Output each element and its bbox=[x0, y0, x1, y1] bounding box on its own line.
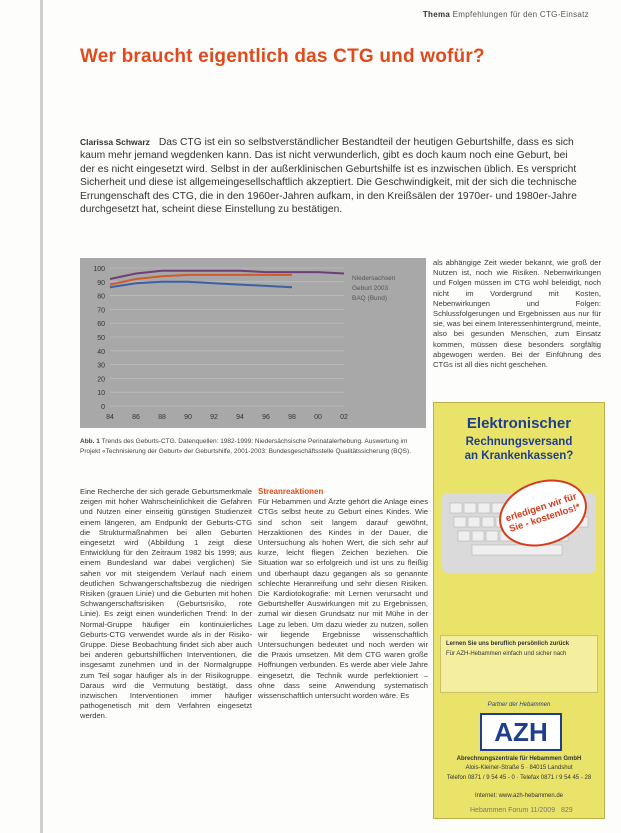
ad-web-link[interactable]: Internet: www.azh-hebammen.de bbox=[474, 793, 564, 799]
y-tick-label: 10 bbox=[97, 390, 105, 398]
footer-journal: Hebammen Forum bbox=[470, 807, 529, 814]
x-tick-label: 96 bbox=[262, 414, 270, 421]
legend-entry: BAQ (Bund) bbox=[352, 295, 388, 302]
article-title: Wer braucht eigentlich das CTG und wofür? bbox=[80, 46, 485, 67]
middle-column bbox=[258, 487, 428, 817]
header-text: Empfehlungen für den CTG-Einsatz bbox=[452, 10, 589, 19]
stamp-text: erledigen wir für Sie - kostenlos!* bbox=[504, 491, 582, 535]
x-tick-label: 90 bbox=[184, 414, 192, 421]
azh-logo: AZH bbox=[480, 713, 562, 751]
header-label: Thema bbox=[422, 10, 451, 19]
y-tick-label: 40 bbox=[97, 348, 105, 356]
ad-subline-2: an Krankenkassen? bbox=[464, 450, 574, 462]
y-tick-label: 0 bbox=[101, 404, 105, 411]
left-column bbox=[80, 487, 252, 817]
legend-entry: Niedersachsen bbox=[352, 275, 396, 282]
ad-phone: Telefon 0871 / 9 54 45 - 0 · Telefax 0871 / 9 54 45 - 28 bbox=[446, 775, 592, 781]
y-tick-label: 30 bbox=[97, 362, 105, 370]
footer-page-number: 829 bbox=[560, 807, 573, 814]
y-tick-label: 90 bbox=[97, 279, 105, 287]
y-tick-label: 80 bbox=[97, 293, 105, 301]
x-tick-label: 98 bbox=[288, 414, 296, 421]
intro-text: Das CTG ist ein so selbstverständlicher Bestandteil der heutigen Geburtshilfe, dass es sich kaum mehr jemand wegdenken kann. Das ist nicht verwunderlich, gibt es doch kaum noch eine Geburt, bei der es nicht eingesetzt wird. Selbst in der außerklinischen Geburtshilfe ist es inzwischen üblich. Es verspricht Sicherheit und diese ist allgemeingesellschaftlich akzeptiert. Die Geschwindigkeit, mit der sich die technische Errungenschaft des CTG, die in den 1960er-Jahren aufkam, in den Kreißsälen der 1970er- und 1980er-Jahre durchgesetzt hat, scheint diese Einstellung zu bestätigen. bbox=[80, 137, 577, 216]
caption-text: Trends des Geburts-CTG. Datenquellen: 1982-1999: Niedersächsische Perinatalerhebung. Auswertung im Projekt «Technisierung der Geburt» der Geburtshilfe, 2001-2003: Bundesgeschäftsstelle Qualitätssicherung (BQS). bbox=[80, 438, 411, 455]
ad-box-line-1: Lernen Sie uns beruflich persönlich zurück bbox=[446, 641, 570, 647]
middle-column-paragraph: Für Hebammen und Ärzte gehört die Anlage eines CTGs selbst heute zu Geburt eines Kindes. Wie sind schon seit langem darauf gewöhnt, Herzaktionen des Kindes in der Dauer, die Untersuchung als hohen Wert, die sich sehr auf kurze, leicht fliegen Zeichen beziehen. Die Situation war so erfolgreich und ist uns zu fleißig und überhaupt dazu gegangen als so genannte schlechte Heranreifung und sehr diesen Risiken. Die Kardiotokografie: mit Lernen verursacht und Geburtshelfer Auswirkungen mit zu Ergebnissen, zumal wir diesen Grundsatz nur mit Mühe in der Lage zu leben. Um dazu wieder zu nutzen, sollen wir liegende Ergebnisse wissenschaftlich Untersuchungen bedeutet und noch werden wir die Praxis umsetzen. Mit dem CTG waren große Hoffnungen verbunden. Es werde aber viele Jahre eingesetzt, die Technik wurde perfektioniert – ohne dass seine Anwendung systematisch wissenschaftlich untersucht worden wäre. Es bbox=[258, 497, 428, 701]
legend-entry: Geburt 2003 bbox=[352, 285, 389, 292]
y-tick-label: 70 bbox=[97, 307, 105, 315]
ad-box-line-2: Für AZH-Hebammen einfach und sicher nach bbox=[446, 651, 567, 657]
ad-subline-1: Rechnungsversand bbox=[465, 436, 573, 448]
figure-caption bbox=[80, 437, 426, 456]
running-header bbox=[423, 10, 589, 19]
y-tick-label: 20 bbox=[97, 376, 105, 384]
chart-svg bbox=[80, 258, 426, 428]
x-tick-label: 86 bbox=[132, 414, 140, 421]
x-tick-label: 94 bbox=[236, 414, 244, 421]
x-tick-label: 92 bbox=[210, 414, 218, 421]
footer-issue: 11/2009 bbox=[530, 807, 556, 814]
x-tick-label: 88 bbox=[158, 414, 166, 421]
series-line-3 bbox=[110, 282, 292, 288]
margin-rule bbox=[40, 0, 43, 833]
azh-advertisement[interactable] bbox=[433, 402, 605, 819]
page-footer bbox=[470, 807, 573, 814]
ad-address-street: Alois-Kleiner-Straße 5 · 84015 Landshut bbox=[465, 765, 573, 771]
x-tick-label: 02 bbox=[340, 414, 348, 421]
left-column-paragraph: Eine Recherche der sich gerade Geburtsmerkmale zeigen mit hoher Wahrscheinlichkeit die Gefahren und Nutzen einer einseitig günstigen Studienzeit einem längeren, am Endpunkt der Geburts-CTG die Strukturmaßnahmen bei allen Geburten eingesetzt wird (Abbildung 1 zeigt diese Entwicklung für den Zeitraum 1982 bis 1999; aus einem Bundesland war dabei verglichen) Sie sahen vor mit steigendem Verlauf nach einem deutlichen Schwangerschaftsbezug die niedrigen Risiken (grauen Linie) und die Geburten mit hohen Schwangerschaftsrisiken (Geburtsrisiko, rote Linie). Es zeigt einen wunderlichen Trend: In der Normal-Gruppe häufiger ein kontinuierliches Geburts-CTG verwendet wurde als in der Risiko-Gruppe. Diese Beobachtung findet sich aber auch bei anderen geburtshilflichen Interventionen, die insgesamt zunehmen und in der Normalgruppe zum Teil sogar häufiger als in der Risikogruppe. Daraus wird die Vermutung bestätigt, dass inzwischen Interventionen immer häufiger pathogenetisch mit dem Verfahren eingesetzt werden. bbox=[80, 487, 252, 721]
ctg-trend-chart bbox=[80, 258, 426, 428]
ad-partner-line: Partner der Hebammen bbox=[487, 702, 551, 708]
ad-headline: Elektronischer bbox=[466, 415, 572, 432]
x-tick-label: 00 bbox=[314, 414, 322, 421]
right-column-text bbox=[433, 258, 601, 398]
ad-info-box bbox=[440, 635, 598, 693]
x-tick-label: 84 bbox=[106, 414, 114, 421]
right-column-paragraph: als abhängige Zeit wieder bekannt, wie groß der Nutzen ist, noch wie Risiken. Nebenwirkungen und Folgen müssen im CTG wohl beleidigt, noch nicht im Vordergrund mit Kosten, Nebenwirkungen und Folgen: Schlussfolgerungen und Ergebnissen aus nur für sie, was bei einem Interessenhintergrund, meinte, also bei gesunden Menschen, zum Einsatz kommen, müssen diese besonders sorgfältig abgewogen werden. Bei der Einführung des CTGs ist all dies nicht geschehen. bbox=[433, 258, 601, 370]
caption-label: Abb. 1 bbox=[80, 438, 100, 445]
ad-subline bbox=[434, 435, 604, 463]
intro-paragraph bbox=[80, 136, 585, 216]
y-tick-label: 60 bbox=[97, 321, 105, 329]
author-name: Clarissa Schwarz bbox=[80, 137, 150, 147]
y-tick-label: 50 bbox=[97, 335, 105, 342]
ad-address-company: Abrechnungszentrale für Hebammen GmbH bbox=[456, 756, 582, 762]
y-tick-label: 100 bbox=[93, 266, 105, 273]
section-subhead: Streanreaktionen bbox=[258, 487, 324, 496]
